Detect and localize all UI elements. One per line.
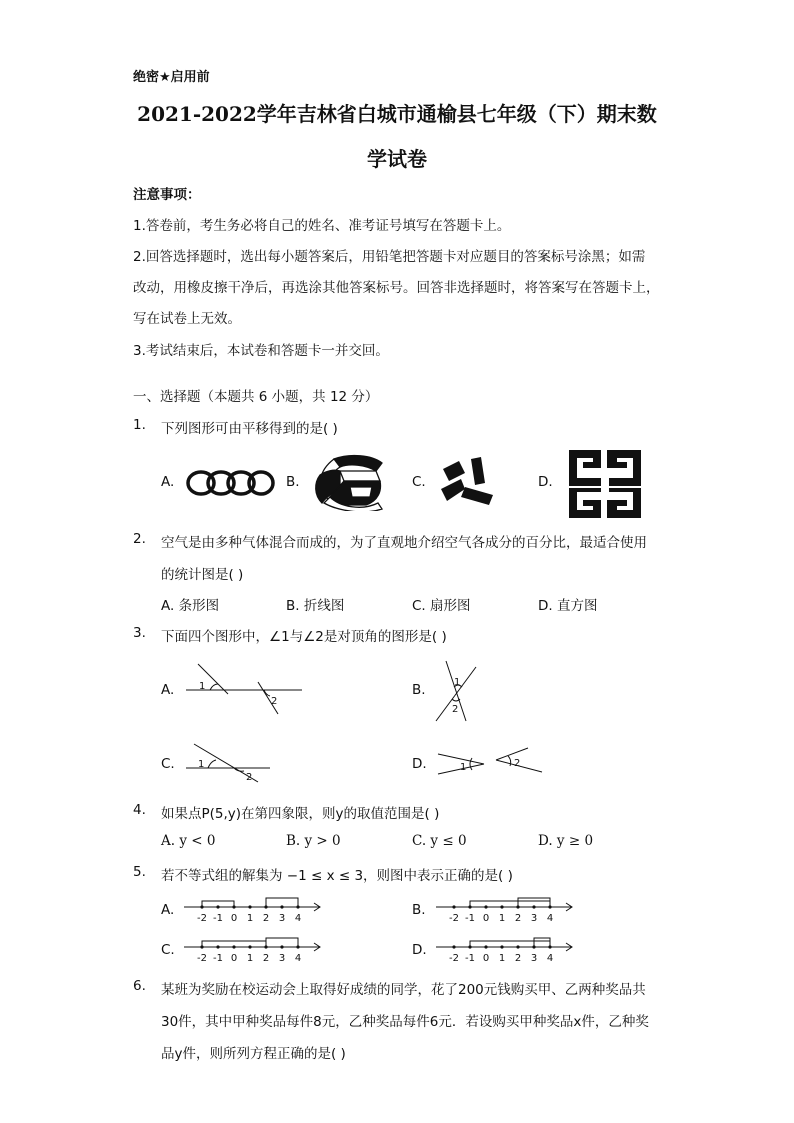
tick-label: 2 [514, 913, 522, 924]
tick-dot [484, 945, 487, 948]
q1-text: 下列图形可由平移得到的是( ) [161, 421, 338, 437]
q3c-angle-1: 1 [198, 759, 205, 770]
q3b-angle-1: 1 [454, 677, 461, 688]
q2-text: 空气是由多种气体混合而成的，为了直观地介绍空气各成分的百分比，最适合使用 [161, 535, 647, 551]
notes-heading: 注意事项： [133, 187, 201, 203]
q2-option-d: D. 直方图 [538, 598, 598, 614]
tick-dot [452, 905, 455, 908]
q6-text: 某班为奖励在校运动会上取得好成绩的同学，花了200元钱购买甲、乙两种奖品共 [161, 982, 646, 998]
q3-number: 3. [133, 625, 146, 641]
note-1: 1.答卷前，考生务必将自己的姓名、准考证号填写在答题卡上。 [133, 218, 511, 234]
tick-label: 2 [262, 953, 270, 964]
tick-dot [232, 945, 235, 948]
q4-option-d: D. y ≥ 0 [538, 833, 594, 849]
tick-dot [280, 945, 283, 948]
tick-label: 0 [230, 913, 238, 924]
tick-label: -2 [197, 953, 207, 964]
q4-option-b: B. y > 0 [286, 833, 341, 849]
tick-label: -1 [465, 913, 475, 924]
q5-numberline-c [180, 933, 324, 967]
tick-label: 3 [530, 913, 538, 924]
tick-label: 1 [246, 913, 254, 924]
q5-number: 5. [133, 864, 146, 880]
tick-dot [500, 945, 503, 948]
tick-label: 2 [514, 953, 522, 964]
q5-option-b: B. [412, 902, 426, 918]
tick-dot [500, 905, 503, 908]
tick-label: 1 [498, 913, 506, 924]
q3-figure-d [432, 744, 548, 778]
q4-option-a: A. y < 0 [161, 833, 216, 849]
q1-figure-pinwheel [435, 455, 501, 507]
tick-label: 1 [246, 953, 254, 964]
q1-figure-blocks [567, 448, 643, 520]
tick-dot [280, 905, 283, 908]
tick-label: 2 [262, 913, 270, 924]
q1-option-a: A. [161, 474, 175, 490]
tick-label: -2 [449, 953, 459, 964]
q1-number: 1. [133, 417, 146, 433]
q3d-angle-1: 1 [460, 762, 467, 773]
tick-label: 4 [546, 953, 554, 964]
q3-option-b: B. [412, 682, 426, 698]
q1-option-d: D. [538, 474, 553, 490]
q4-text: 如果点P(5,y)在第四象限，则y的取值范围是( ) [161, 806, 440, 822]
tick-label: 0 [482, 913, 490, 924]
tick-label: -1 [465, 953, 475, 964]
q1-option-c: C. [412, 474, 426, 490]
q5-option-a: A. [161, 902, 175, 918]
q2-option-a: A. 条形图 [161, 598, 220, 614]
q5-option-d: D. [412, 942, 427, 958]
tick-label: 0 [230, 953, 238, 964]
note-2a: 2.回答选择题时，选出每小题答案后，用铅笔把答题卡对应题目的答案标号涂黑；如需 [133, 249, 646, 265]
tick-label: 1 [498, 953, 506, 964]
q3b-angle-2: 2 [452, 704, 459, 715]
q6-number: 6. [133, 978, 146, 994]
tick-label: -2 [197, 913, 207, 924]
q2-number: 2. [133, 531, 146, 547]
solution-bracket [470, 901, 550, 907]
q3-option-d: D. [412, 756, 427, 772]
q5-numberline-a [180, 893, 324, 927]
q3a-angle-1: 1 [199, 681, 206, 692]
note-2b: 改动，用橡皮擦干净后，再选涂其他答案标号。回答非选择题时，将答案写在答题卡上， [133, 280, 660, 296]
section-heading: 一、选择题（本题共 6 小题，共 12 分） [133, 389, 379, 405]
tick-dot [452, 945, 455, 948]
tick-dot [532, 905, 535, 908]
q2-text-cont: 的统计图是( ) [161, 567, 244, 583]
q3-figure-a [180, 662, 308, 718]
q3a-angle-2: 2 [271, 696, 278, 707]
q3-option-c: C. [161, 756, 175, 772]
tick-label: 3 [278, 953, 286, 964]
page-title: 2021-2022学年吉林省白城市通榆县七年级（下）期末数 [137, 102, 657, 126]
tick-label: -1 [213, 953, 223, 964]
q3-figure-b [432, 657, 482, 725]
solution-bracket [470, 941, 550, 947]
tick-dot [248, 945, 251, 948]
tick-dot [484, 905, 487, 908]
tick-dot [216, 945, 219, 948]
tick-label: 4 [294, 953, 302, 964]
q1-option-b: B. [286, 474, 300, 490]
tick-label: 3 [278, 913, 286, 924]
q3d-angle-2: 2 [514, 758, 521, 769]
tick-dot [216, 905, 219, 908]
tick-label: 0 [482, 953, 490, 964]
q4-number: 4. [133, 802, 146, 818]
tick-dot [248, 905, 251, 908]
q3-option-a: A. [161, 682, 175, 698]
note-2c: 写在试卷上无效。 [133, 311, 241, 327]
q5-option-c: C. [161, 942, 175, 958]
tick-label: 4 [546, 913, 554, 924]
q6-text-cont1: 30件，其中甲种奖品每件8元，乙种奖品每件6元．若设购买甲种奖品x件，乙种奖 [161, 1014, 649, 1030]
q4-option-c: C. y ≤ 0 [412, 833, 467, 849]
q1-figure-interlock [310, 453, 388, 511]
q1-figure-rings [185, 466, 275, 500]
solution-bracket [534, 938, 550, 947]
tick-label: -2 [449, 913, 459, 924]
page-title-cont: 学试卷 [367, 147, 427, 171]
tick-label: 4 [294, 913, 302, 924]
q6-text-cont2: 品y件，则所列方程正确的是( ) [161, 1046, 346, 1062]
q2-option-c: C. 扇形图 [412, 598, 471, 614]
q3c-angle-2: 2 [246, 772, 253, 783]
tick-label: -1 [213, 913, 223, 924]
q5-numberline-b [432, 893, 576, 927]
confidential-mark: 绝密★启用前 [133, 70, 210, 85]
q5-numberline-d [432, 933, 576, 967]
q3-figure-c [180, 740, 276, 784]
tick-label: 3 [530, 953, 538, 964]
q5-text: 若不等式组的解集为 −1 ≤ x ≤ 3，则图中表示正确的是( ) [161, 868, 513, 884]
q2-option-b: B. 折线图 [286, 598, 345, 614]
tick-dot [516, 945, 519, 948]
q3-text: 下面四个图形中，∠1与∠2是对顶角的图形是( ) [161, 629, 447, 645]
note-3: 3.考试结束后，本试卷和答题卡一并交回。 [133, 343, 389, 359]
